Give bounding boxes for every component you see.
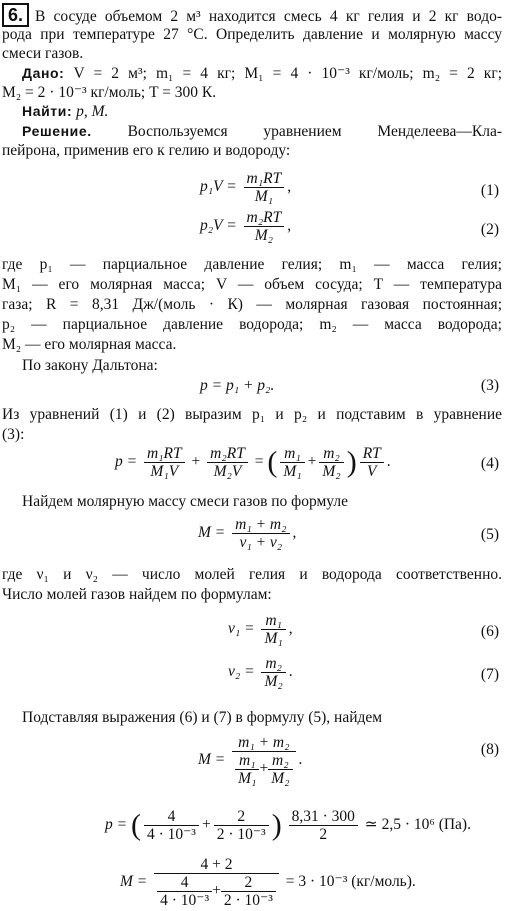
- equation-1-number: (1): [480, 182, 499, 199]
- where-line-1: где p₁ — парциальное давление гелия; m₁ — масса гелия;: [2, 256, 502, 273]
- eq8-fraction: [232, 734, 295, 787]
- calc-M-den-num-1: 4: [157, 874, 212, 892]
- eq5-denominator: ν₁ + ν₂: [239, 534, 283, 551]
- eq4-frac-4: [319, 445, 343, 480]
- equation-2: [200, 209, 291, 244]
- where-line-3: газа; R = 8,31 Дж/(моль · К) — молярная газовая постоянная;: [2, 296, 502, 313]
- calc-p-result: ≃ 2,5 · 10⁶ (Па).: [364, 816, 471, 834]
- eq4-num-4: m₂: [319, 445, 343, 463]
- problem-text-1: В сосуде объемом 2 м³ находится смесь 4 кг гелия и 2 кг водо-: [35, 8, 502, 25]
- eq4-den-5: V: [367, 463, 377, 480]
- eq2-numerator: m₂RT: [244, 209, 285, 227]
- problem-line-2: рода при температуре 27 °С. Определить давление и молярную массу: [2, 26, 502, 43]
- from-line-2: (3):: [2, 426, 25, 443]
- calc-p-lhs: p =: [105, 816, 128, 834]
- calc-M-den-frac-2: [221, 874, 276, 909]
- equation-2-number: (2): [480, 221, 499, 238]
- eq4-tail: .: [386, 453, 391, 471]
- calc-p-frac-1: [144, 808, 199, 843]
- equation-3-number: (3): [480, 377, 499, 394]
- eq8-den-frac-1: [235, 752, 259, 787]
- eq5-numerator: m₁ + m₂: [232, 516, 289, 534]
- eq2-lhs: p₂V =: [200, 217, 237, 235]
- find-text: p, M.: [76, 103, 109, 120]
- equation-7-number: (7): [480, 666, 499, 683]
- eq4-den-4: M₂: [322, 463, 341, 480]
- calc-p-left-paren: (: [130, 808, 141, 842]
- subst-line: Подставляя выражения (6) и (7) в формулу (5), найдем: [22, 709, 383, 726]
- eq7-lhs: ν₂ =: [228, 663, 255, 681]
- eq6-lhs: ν₁ =: [228, 620, 255, 638]
- eq4-num-2: m₂RT: [207, 445, 248, 463]
- eq4-right-paren: ): [346, 445, 357, 479]
- eq6-fraction: [261, 612, 285, 647]
- eq5-tail: ,: [292, 524, 297, 542]
- eq7-fraction: [261, 655, 285, 690]
- eq6-denominator: M₁: [264, 630, 283, 647]
- calc-p-num-1: 4: [144, 808, 199, 826]
- eq8-numerator: m₁ + m₂: [232, 734, 295, 752]
- from-line-1: Из уравнений (1) и (2) выразим p₁ и p₂ и подставим в уравнение: [2, 406, 502, 423]
- equation-7: [228, 655, 293, 690]
- where-line-2: M₁ — его молярная масса; V — объем сосуда; T — температура: [2, 276, 502, 293]
- equation-6: [228, 612, 293, 647]
- where-line-4: p₂ — парциальное давление водорода; m₂ — масса водорода;: [2, 316, 502, 333]
- eq4-num-1: m₁RT: [144, 445, 185, 463]
- calc-p-den-3: 2: [319, 826, 328, 843]
- eq4-lhs: p =: [115, 453, 138, 471]
- calc-p-plus: +: [201, 816, 211, 834]
- calc-M-fraction: [154, 856, 279, 909]
- calc-M-den-num-2: 2: [221, 874, 276, 892]
- calc-p-frac-2: [214, 808, 269, 843]
- nu-line-2: Число молей газов найдем по формулам:: [2, 586, 272, 603]
- equation-8-number: (8): [480, 741, 499, 758]
- eq8-plus: +: [259, 760, 269, 778]
- calc-molar-mass: [120, 856, 416, 909]
- calc-p-right-paren: ): [271, 808, 282, 842]
- eq4-num-5: RT: [360, 445, 384, 463]
- eq4-den-1: M₁V: [150, 463, 179, 480]
- equation-4-number: (4): [480, 455, 499, 472]
- eq4-num-3: m₁: [280, 445, 304, 463]
- solution-label: Решение.: [22, 123, 92, 139]
- eq5-fraction: [232, 516, 289, 551]
- given-line-2: M₂ = 2 · 10⁻³ кг/моль; T = 300 К.: [2, 84, 217, 101]
- eq6-tail: ,: [288, 620, 293, 638]
- given-line-1: [22, 64, 502, 83]
- problem-line-1: [2, 3, 502, 27]
- eq2-denominator: M₂: [254, 227, 274, 244]
- nu-line-1: где ν₁ и ν₂ — число молей гелия и водорода соответственно.: [2, 566, 502, 583]
- eq7-denominator: M₂: [264, 673, 283, 690]
- eq2-fraction: [244, 209, 285, 244]
- equation-4: [115, 445, 391, 480]
- eq8-den-num-1: m₁: [235, 752, 259, 770]
- eq4-frac-2: [207, 445, 248, 480]
- calc-M-denominator: [154, 874, 279, 909]
- eq4-den-2: M₂V: [213, 463, 242, 480]
- calc-M-plus: +: [212, 882, 221, 900]
- given-label: Дано:: [22, 65, 65, 81]
- calc-p-num-3: 8,31 · 300: [289, 808, 358, 826]
- calc-M-numerator: 4 + 2: [154, 856, 279, 874]
- calc-M-lhs: M =: [120, 873, 148, 891]
- eq5-lhs: M =: [198, 524, 226, 542]
- problem-line-3: смеси газов.: [2, 45, 84, 62]
- eq7-tail: .: [288, 663, 293, 681]
- calc-pressure: [105, 808, 471, 843]
- problem-number-badge: 6.: [2, 3, 29, 27]
- eq4-equals: =: [254, 453, 264, 471]
- given-text-1: V = 2 м³; m₁ = 4 кг; M₁ = 4 · 10⁻³ кг/моль; m₂ = 2 кг;: [73, 65, 502, 82]
- eq7-numerator: m₂: [261, 655, 285, 673]
- equation-3: p = p₁ + p₂.: [200, 377, 275, 394]
- dalton-intro: По закону Дальтона:: [22, 357, 158, 374]
- eq8-denominator: [232, 752, 295, 787]
- eq4-frac-5: [360, 445, 384, 480]
- solution-text-1: Воспользуемся уравнением Менделеева—Кла-: [127, 123, 503, 140]
- equation-6-number: (6): [480, 623, 499, 640]
- equation-1: [200, 170, 291, 205]
- calc-M-result: = 3 · 10⁻³ (кг/моль).: [285, 873, 416, 891]
- calc-M-den-den-2: 2 · 10⁻³: [223, 892, 273, 909]
- find-molar-line: Найдем молярную массу смеси газов по формуле: [22, 493, 348, 510]
- find-line: [22, 102, 505, 121]
- eq4-frac-1: [144, 445, 185, 480]
- find-label: Найти:: [22, 103, 73, 119]
- eq4-left-paren: (: [267, 445, 278, 479]
- eq1-tail: ,: [287, 178, 292, 196]
- equation-5: [198, 516, 296, 551]
- eq8-den-den-1: M₁: [238, 770, 257, 787]
- calc-M-den-frac-1: [157, 874, 212, 909]
- calc-p-frac-3: [289, 808, 358, 843]
- calc-M-den-den-1: 4 · 10⁻³: [160, 892, 210, 909]
- eq1-numerator: m₁RT: [244, 170, 285, 188]
- eq4-frac-3: [280, 445, 304, 480]
- eq4-plus-2: +: [307, 453, 317, 471]
- eq8-tail: .: [298, 751, 303, 769]
- calc-p-den-1: 4 · 10⁻³: [146, 826, 196, 843]
- eq4-plus: +: [191, 453, 201, 471]
- eq8-den-num-2: m₂: [268, 752, 292, 770]
- eq1-lhs: p₁V =: [200, 178, 237, 196]
- equation-5-number: (5): [480, 526, 499, 543]
- where-line-5: M₂ — его молярная масса.: [2, 336, 177, 353]
- solution-line-2: пейрона, применив его к гелию и водороду:: [2, 142, 291, 159]
- eq2-tail: ,: [287, 217, 292, 235]
- eq8-den-den-2: M₂: [271, 770, 290, 787]
- eq4-den-3: M₁: [283, 463, 302, 480]
- equation-8: [198, 734, 302, 787]
- eq8-lhs: M =: [198, 751, 226, 769]
- eq1-denominator: M₁: [254, 188, 274, 205]
- solution-line-1: [22, 122, 502, 141]
- calc-p-num-2: 2: [214, 808, 269, 826]
- eq1-fraction: [244, 170, 285, 205]
- eq6-numerator: m₁: [261, 612, 285, 630]
- eq8-den-frac-2: [268, 752, 292, 787]
- calc-p-den-2: 2 · 10⁻³: [216, 826, 266, 843]
